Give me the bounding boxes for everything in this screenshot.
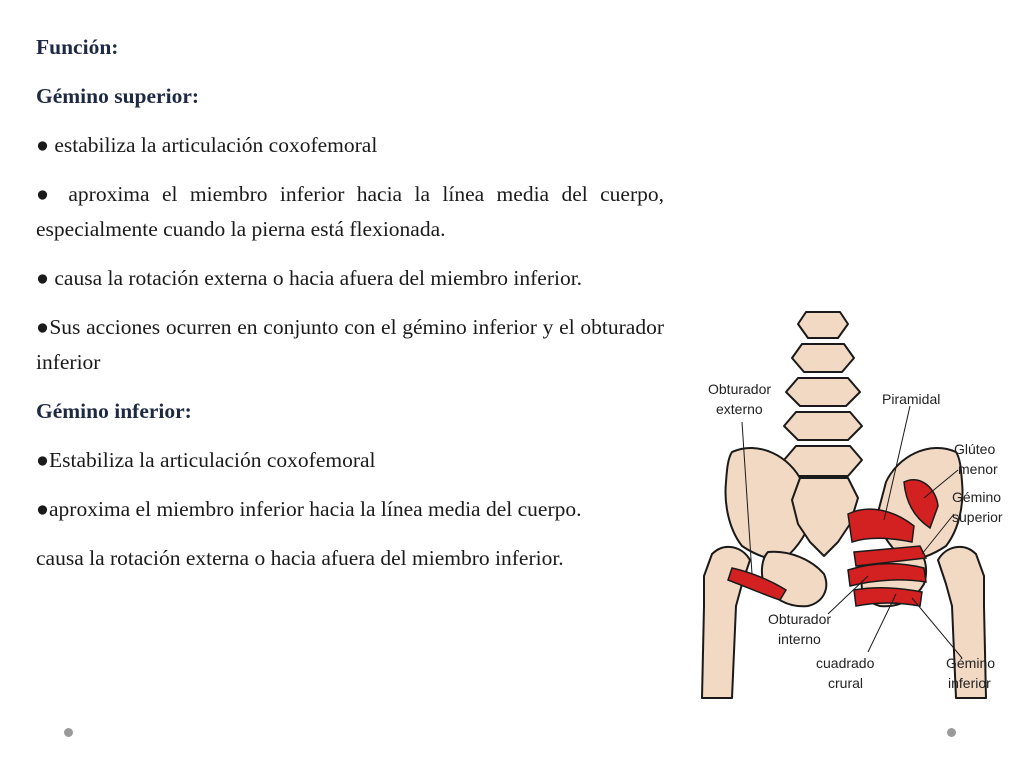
label-piramidal: Piramidal <box>882 391 941 407</box>
femur-left <box>702 547 750 698</box>
label-obturador-interno: Obturador interno <box>768 611 832 647</box>
inferior-item: ●aproxima el miembro inferior hacia la línea media del cuerpo. <box>36 497 582 521</box>
inferior-item: causa la rotación externa o hacia afuera del miembro inferior. <box>36 546 564 570</box>
label-gluteo-menor: Glúteo menor <box>954 441 998 477</box>
gemino-superior-heading: Gémino superior: <box>36 84 200 108</box>
superior-item: ● causa la rotación externa o hacia afuera del miembro inferior. <box>36 266 583 290</box>
gemino-inferior-heading: Gémino inferior: <box>36 399 192 423</box>
superior-item: ● aproxima el miembro inferior hacia la línea media del cuerpo, especialmente cuando la pierna está flexionada. <box>36 182 664 241</box>
slide-indicator-dot-left <box>64 728 73 737</box>
label-gemino-inferior: Gémino inferior <box>946 655 996 691</box>
superior-item: ●Sus acciones ocurren en conjunto con el gémino inferior y el obturador inferior <box>36 315 664 374</box>
lumbar-spine <box>784 312 862 476</box>
gemino-inferior-muscle <box>854 588 922 606</box>
text-column <box>36 30 664 590</box>
slide-indicator-dot-right <box>947 728 956 737</box>
function-heading: Función: <box>36 35 119 59</box>
label-cuadrado-crural: cuadrado crural <box>816 655 875 691</box>
superior-item: ● estabiliza la articulación coxofemoral <box>36 133 378 157</box>
inferior-item: ●Estabiliza la articulación coxofemoral <box>36 448 376 472</box>
label-obturador-externo: Obturador externo <box>708 381 772 417</box>
pubis <box>762 552 826 607</box>
label-gemino-superior: Gémino superior <box>952 489 1003 525</box>
pelvis-anatomy-diagram <box>698 306 1003 698</box>
